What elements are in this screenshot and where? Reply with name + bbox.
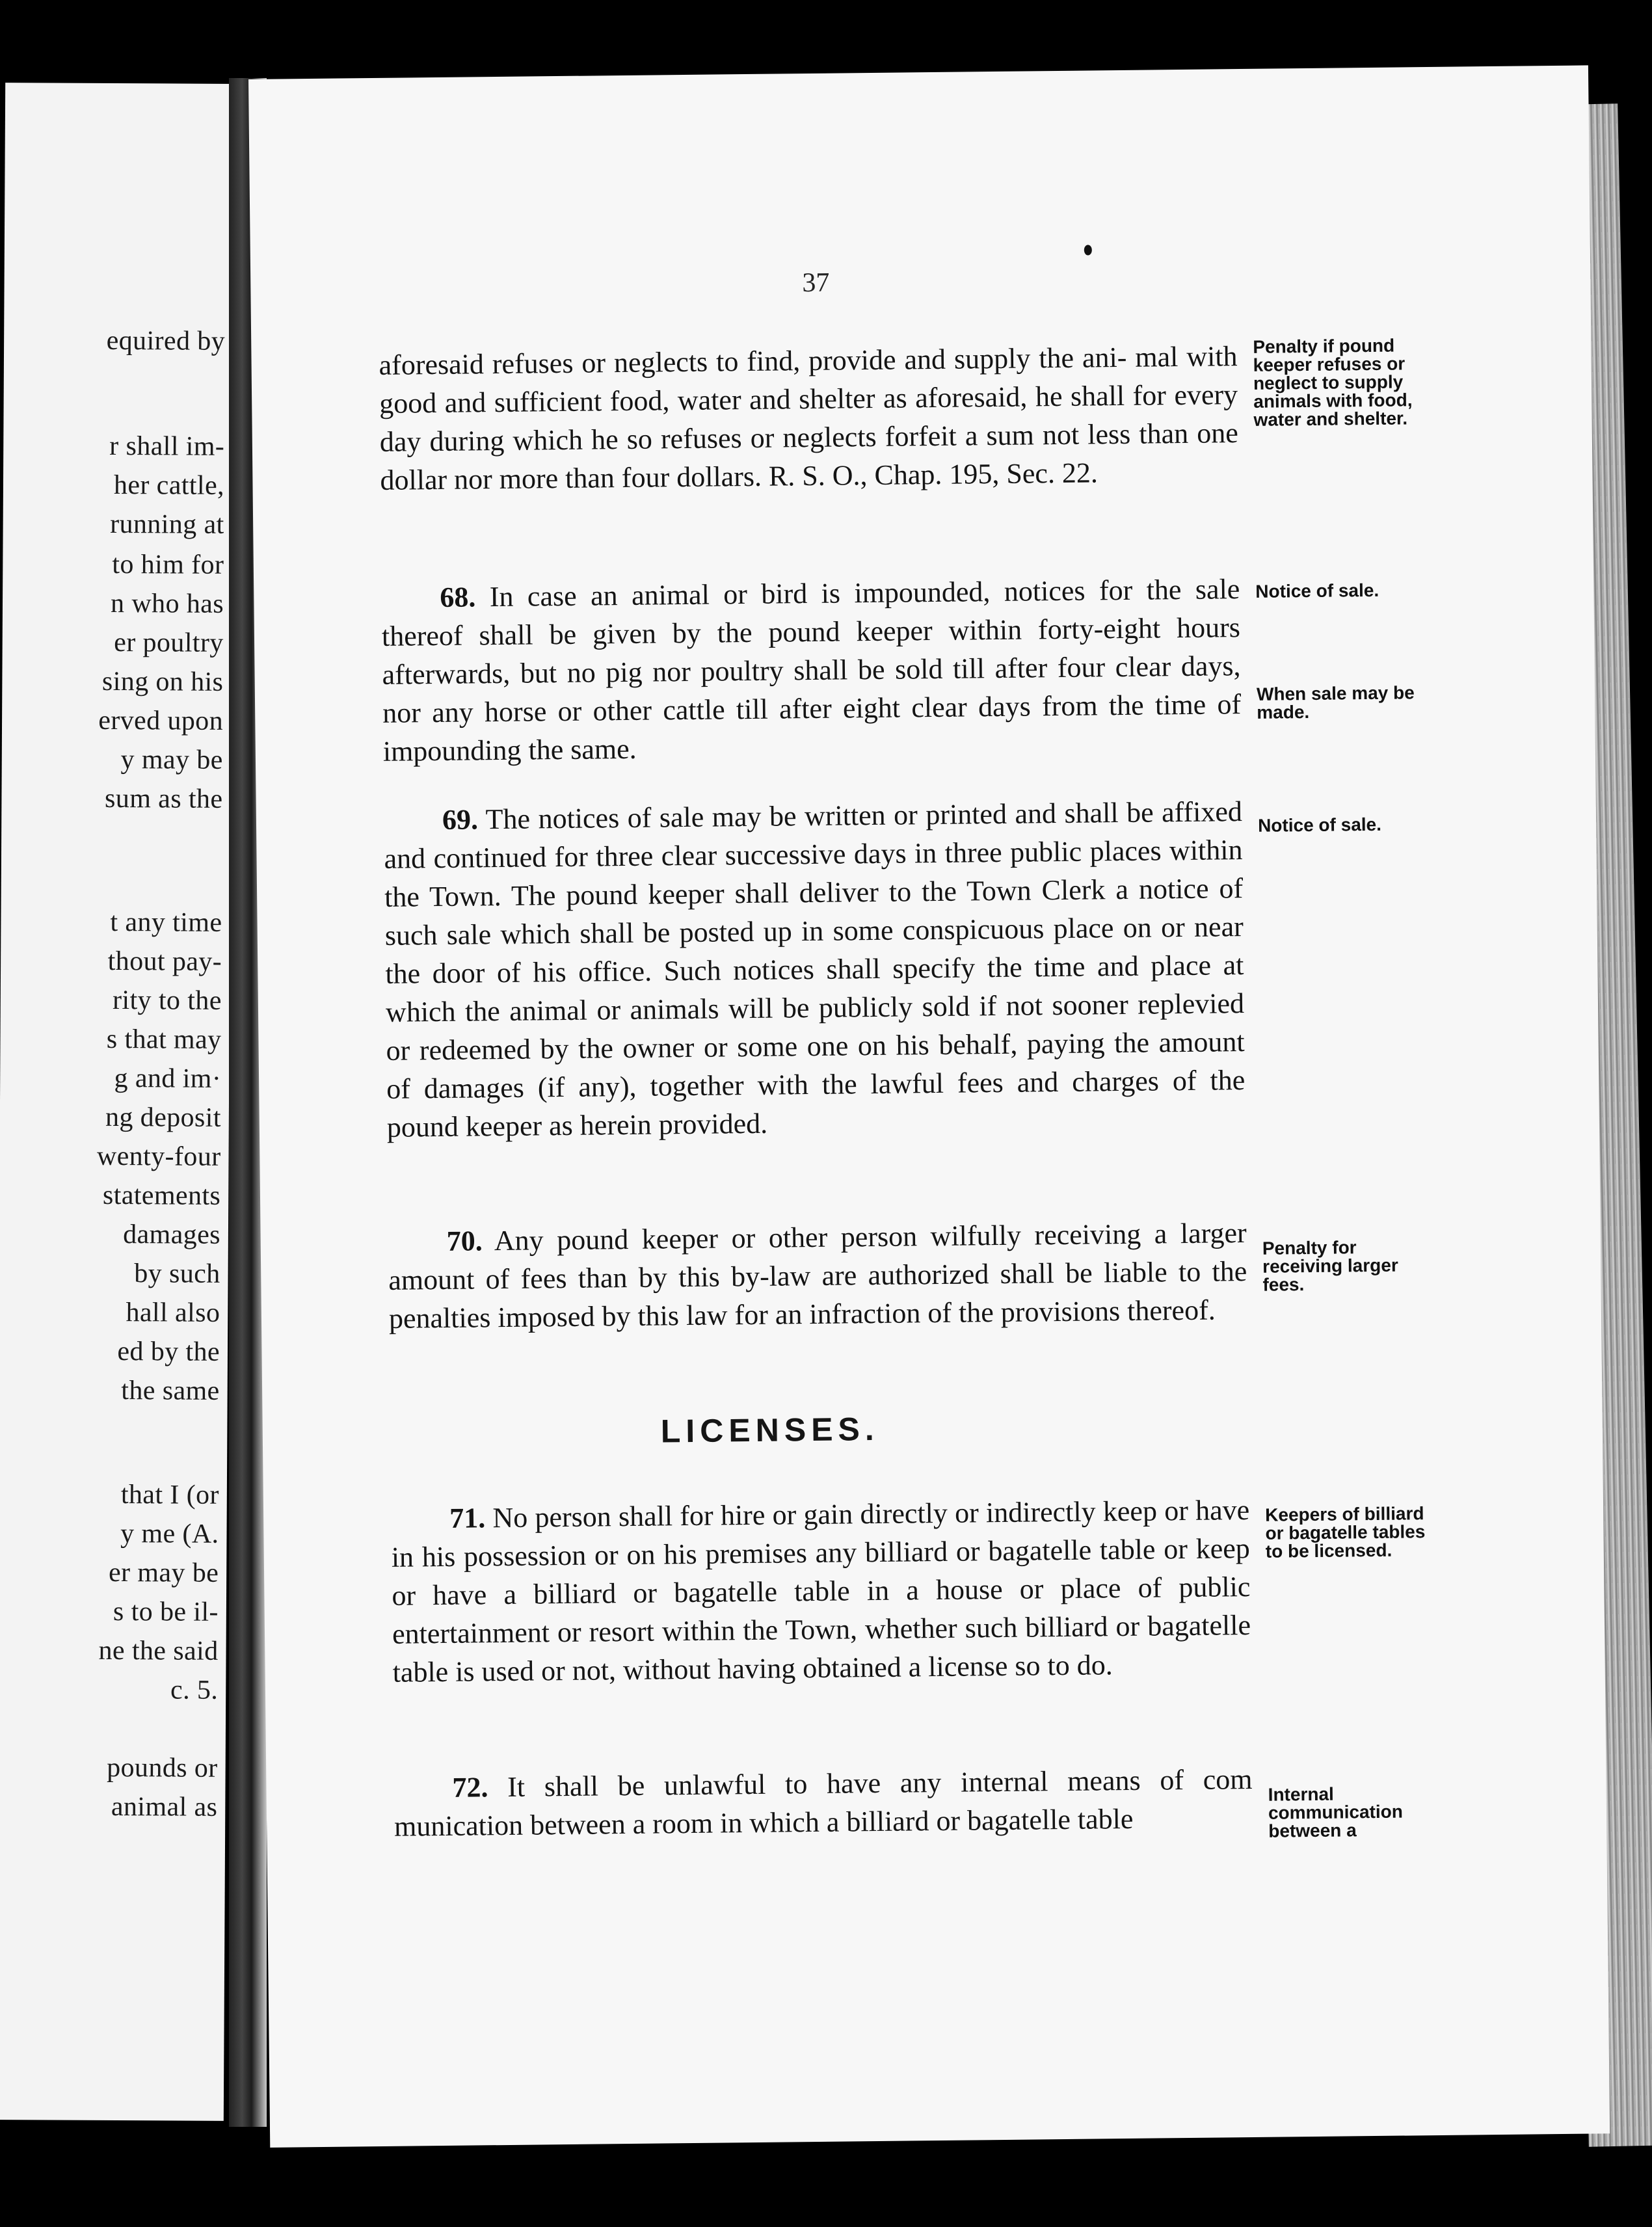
margin-note-notice-of-sale-2: Notice of sale. <box>1257 814 1382 836</box>
left-line: sing on his <box>101 666 224 697</box>
left-line: to him for <box>112 549 224 580</box>
left-line: hall also <box>126 1298 220 1328</box>
ink-speck <box>1084 245 1092 255</box>
left-line: ne the said <box>98 1635 219 1666</box>
left-line: running at <box>110 509 224 540</box>
left-line: rity to the <box>112 985 222 1016</box>
margin-note-notice-of-sale: Notice of sale. <box>1255 580 1379 602</box>
left-line: statements <box>102 1180 221 1211</box>
left-line: thout pay- <box>107 946 222 977</box>
section-number: 69. <box>442 803 479 836</box>
left-line: er may be <box>108 1557 219 1588</box>
section-number: 68. <box>440 581 476 613</box>
left-line: damages <box>123 1220 221 1250</box>
margin-note-penalty-fees: Penalty for receiving larger fees. <box>1262 1237 1398 1295</box>
margin-note-billiard-license: Keepers of billiard or bagatelle tables to be licensed. <box>1265 1503 1426 1562</box>
margin-note-penalty: Penalty if pound keeper refuses or neglect to supply animals with food, water and shelter. <box>1253 335 1413 430</box>
section-number: 71. <box>449 1502 486 1534</box>
left-line: ng deposit <box>105 1102 221 1133</box>
page-number: 37 <box>802 267 830 299</box>
left-line: y me (A. <box>120 1519 219 1549</box>
left-line: erved upon <box>98 705 224 736</box>
left-line: by such <box>134 1259 220 1289</box>
paragraph-69 <box>384 792 1246 1147</box>
left-line: wenty-four <box>96 1141 221 1172</box>
left-line: animal as <box>111 1791 218 1822</box>
section-number: 72. <box>452 1771 488 1804</box>
paragraph-text: It shall be unlawful to have any internal means of com munication between a room in which a billiard or bagatelle table <box>393 1763 1253 1843</box>
left-line: r shall im- <box>109 431 225 462</box>
left-line: g and im· <box>114 1063 222 1094</box>
left-line: pounds or <box>107 1752 218 1783</box>
paragraph-text: aforesaid refuses or neglects to find, provide and supply the ani- mal with good and sufficient food, water and shelter as aforesaid, he shall for every day during which he so refuses or neglects forfeit a sum not less than one dollar nor more than four dollars. R. S. O., Chap. 195, Sec. 22. <box>379 340 1239 496</box>
left-line: her cattle, <box>113 470 225 501</box>
section-number: 70. <box>446 1225 483 1257</box>
paragraph-text: The notices of sale may be written or printed and shall be affixed and continued for three clear successive days in three public places within the Town. The pound keeper shall deliver to the Town Clerk a notice of such sale which shall be posted up in some conspicuous place on or near the door of his office. Such notices shall specify the time and place at which the animal or animals will be publicly sold if not sooner replevied or redeemed by the owner or some one on his behalf, paying the amount of damages (if any), together with the lawful fees and charges of the pound keeper as herein provided. <box>384 795 1246 1143</box>
left-line: c. 5. <box>170 1675 219 1705</box>
left-line: the same <box>121 1376 220 1406</box>
left-line: er poultry <box>114 627 224 658</box>
left-line: t any time <box>110 907 222 938</box>
margin-note-internal-communication: Internal communication between a <box>1268 1783 1404 1841</box>
paragraph-72 <box>393 1760 1253 1846</box>
paragraph-68 <box>381 570 1242 771</box>
paragraph-text: In case an animal or bird is impounded, notices for the sale thereof shall be given by the pound keeper within forty-eight hours afterwards, but no pig nor poultry shall be sold till after four clear days, nor any horse or other cattle till after eight clear days from the time of impounding the same. <box>381 573 1242 767</box>
left-page <box>0 83 234 2121</box>
left-line: y may be <box>120 745 223 775</box>
left-line: ed by the <box>117 1337 220 1367</box>
main-page <box>248 65 1610 2147</box>
left-line: that I (or <box>120 1480 219 1510</box>
paragraph-text: Any pound keeper or other person wilfully receiving a larger amount of fees than by this by-law are authorized shall be liable to the penalties imposed by this law for an infraction of the provisions thereof. <box>388 1217 1247 1335</box>
paragraph-text: No person shall for hire or gain directly or indirectly keep or have in his possession or on his premises any billiard or bagatelle table or keep or have a billiard or bagatelle table in a house or place of public entertainment or resort within the Town, whether such billiard or bagatelle table is used or not, without having obtained a license so to do. <box>391 1494 1251 1688</box>
left-line: s that may <box>106 1024 222 1055</box>
left-line: n who has <box>110 588 224 619</box>
paragraph-71 <box>391 1491 1251 1692</box>
left-line: s to be il- <box>113 1597 219 1627</box>
left-line: sum as the <box>105 783 223 814</box>
margin-note-when-sale: When sale may be made. <box>1256 682 1415 723</box>
section-heading: LICENSES. <box>660 1410 880 1450</box>
paragraph-67-continued <box>379 337 1238 500</box>
left-line: equired by <box>106 325 226 356</box>
paragraph-70 <box>388 1214 1247 1338</box>
